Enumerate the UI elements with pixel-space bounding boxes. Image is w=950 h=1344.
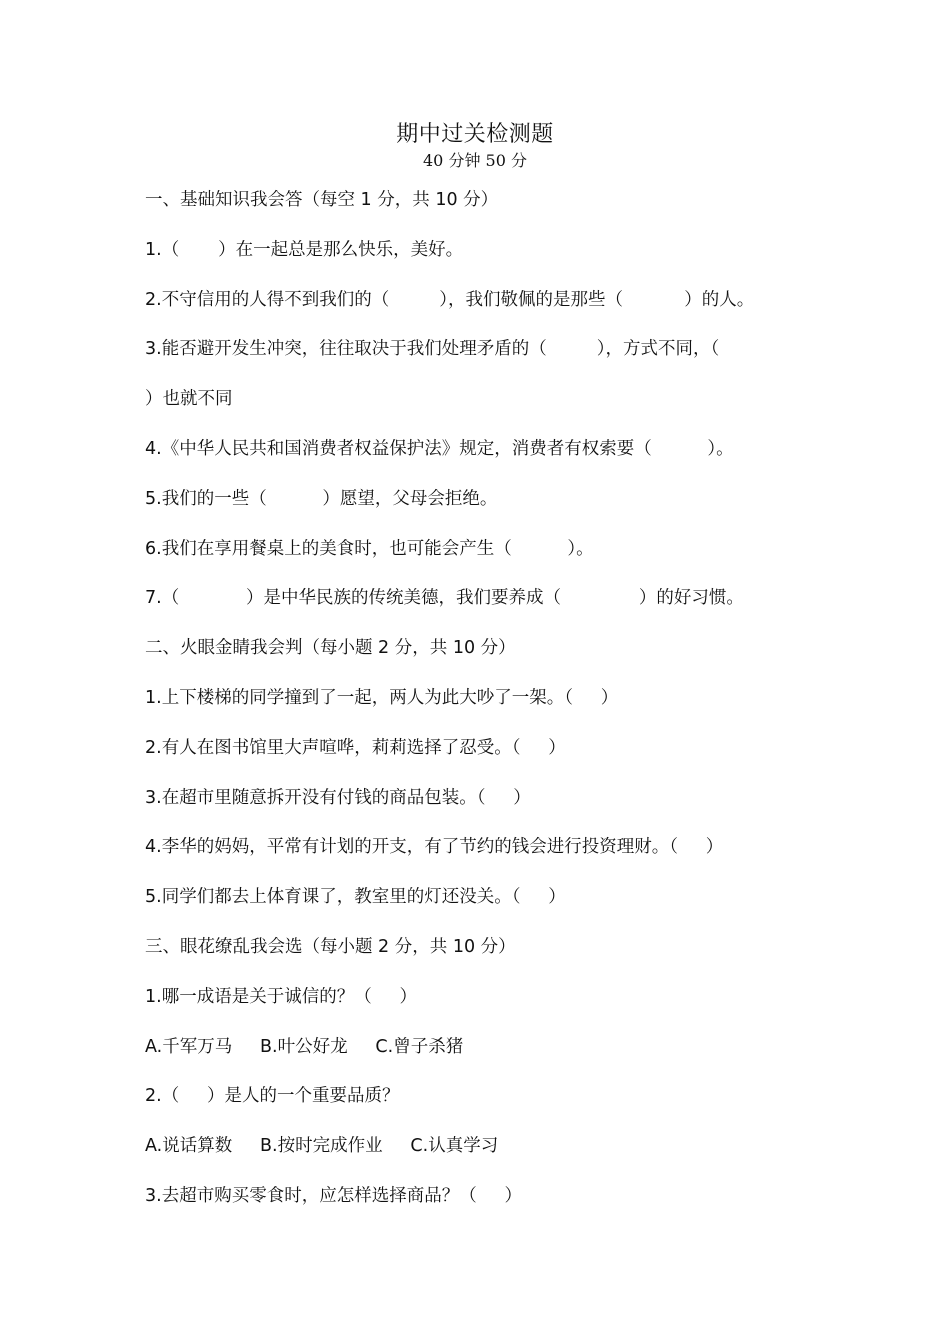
question-line: 3.在超市里随意拆开没有付钱的商品包装。（ ）: [145, 787, 531, 808]
question-line: 2.不守信用的人得不到我们的（ ），我们敬佩的是那些（ ）的人。: [145, 289, 755, 310]
question-line: 1.哪一成语是关于诚信的？（ ）: [145, 986, 418, 1007]
page-title: 期中过关检测题: [396, 122, 554, 147]
question-line: 1.上下楼梯的同学撞到了一起，两人为此大吵了一架。（ ）: [145, 687, 619, 708]
section-heading-3: 三、眼花缭乱我会选（每小题 2 分，共 10 分）: [145, 936, 516, 957]
section-heading-1: 一、基础知识我会答（每空 1 分，共 10 分）: [145, 190, 499, 210]
question-line: 1.（ ）在一起总是那么快乐，美好。: [145, 239, 464, 260]
question-line: 5.我们的一些（ ）愿望，父母会拒绝。: [145, 488, 498, 509]
question-line: 2.（ ）是人的一个重要品质？: [145, 1086, 400, 1107]
question-line: 7.（ ）是中华民族的传统美德，我们要养成（ ）的好习惯。: [145, 588, 744, 609]
exam-content: [145, 185, 845, 1231]
question-line: 6.我们在享用餐桌上的美食时，也可能会产生（ ）。: [145, 538, 594, 559]
answer-options: A.千军万马 B.叶公好龙 C.曾子杀猪: [145, 1036, 464, 1057]
answer-options: A.说话算数 B.按时完成作业 C.认真学习: [145, 1136, 499, 1157]
question-line: 3.去超市购买零食时，应怎样选择商品？（ ）: [145, 1185, 523, 1206]
page-subtitle: 40 分钟 50 分: [423, 151, 527, 170]
section-heading-2: 二、火眼金睛我会判（每小题 2 分，共 10 分）: [145, 638, 516, 659]
question-line: 2.有人在图书馆里大声喧哗，莉莉选择了忍受。（ ）: [145, 737, 566, 758]
question-line: 5.同学们都去上体育课了，教室里的灯还没关。（ ）: [145, 887, 566, 908]
question-line: 3.能否避开发生冲突，往往取决于我们处理矛盾的（ ），方式不同，（: [145, 339, 720, 360]
question-line: ）也就不同: [145, 389, 233, 410]
question-line: 4.《中华人民共和国消费者权益保护法》规定，消费者有权索要（ ）。: [145, 438, 734, 459]
question-line: 4.李华的妈妈，平常有计划的开支，有了节约的钱会进行投资理财。（ ）: [145, 837, 724, 858]
